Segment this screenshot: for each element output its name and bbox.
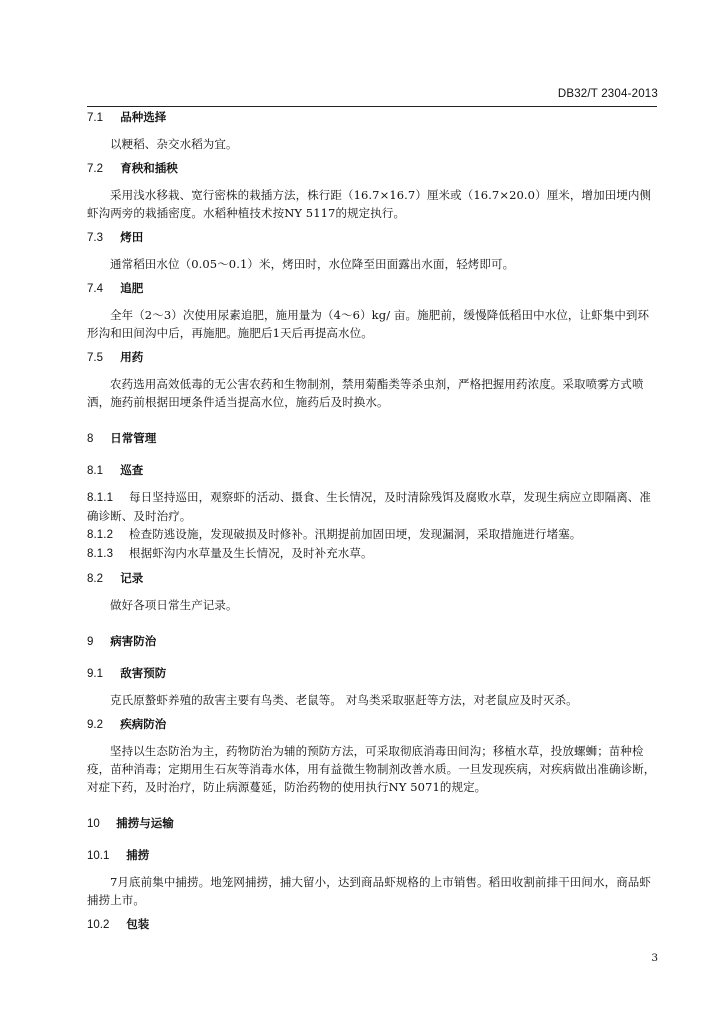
chapter-8-heading [87,431,657,448]
section-7-1-text: 以粳稻、杂交水稻为宜。 [110,137,238,151]
item-8-1-3 [87,544,657,563]
section-number: 10.1 [87,850,110,862]
section-title: 疾病防治 [120,719,167,731]
item-8-1-2 [87,525,657,544]
section-8-2-heading [87,571,657,588]
section-title: 敌害预防 [120,668,167,680]
section-10-1-heading [87,848,657,865]
item-number: 8.1.3 [87,548,114,560]
item-number: 8.1.1 [87,492,114,504]
section-number: 7.1 [87,112,103,124]
section-7-2-text: 采用浅水移栽、宽行密株的栽插方法，株行距（16.7×16.7）厘米或（16.7×20.0）厘米，增加田埂内侧虾沟两旁的栽插密度。水稻种植技术按NY 5117的规定执行。 [87,188,652,220]
section-7-3-heading [87,230,657,247]
section-9-1-heading [87,666,657,683]
section-number: 7.5 [87,352,103,364]
section-title: 品种选择 [120,112,167,124]
section-7-2-heading [87,161,657,178]
section-7-5-heading [87,350,657,367]
section-7-1-heading [87,110,657,127]
item-text: 根据虾沟内水草量及生长情况，及时补充水草。 [129,546,373,560]
section-title: 捕捞 [126,850,150,862]
section-number: 9 [87,636,94,648]
section-9-2-heading [87,717,657,734]
section-title: 育秧和插秧 [120,163,178,175]
section-number: 7.4 [87,283,103,295]
section-number: 8 [87,433,94,445]
page-number: 3 [651,952,658,964]
item-text: 每日坚持巡田，观察虾的活动、摄食、生长情况，及时清除残饵及腐败水草，发现生病应立即隔离、准确诊断、及时治疗。 [87,490,651,523]
section-title: 巡查 [120,465,144,477]
standard-code: DB32/T 2304-2013 [557,88,658,100]
section-number: 10 [87,818,100,830]
section-number: 7.3 [87,232,103,244]
section-title: 追肥 [120,283,144,295]
section-7-3-text: 通常稻田水位（0.05～0.1）米，烤田时，水位降至田面露出水面，轻烤即可。 [110,257,515,271]
section-number: 9.1 [87,668,103,680]
section-number: 8.2 [87,573,103,585]
section-number: 10.2 [87,919,110,931]
chapter-9-heading [87,634,657,651]
section-title: 病害防治 [110,636,157,648]
section-7-5-text: 农药选用高效低毒的无公害农药和生物制剂，禁用菊酯类等杀虫剂，严格把握用药浓度。采取喷雾方式喷洒，施药前根据田埂条件适当提高水位，施药后及时换水。 [87,377,644,409]
section-title: 用药 [120,352,144,364]
item-8-1-1 [87,488,657,525]
section-title: 包装 [126,919,150,931]
section-8-2-text: 做好各项日常生产记录。 [110,598,238,612]
item-text: 检查防逃设施，发现破损及时修补。汛期提前加固田埂，发现漏洞，采取措施进行堵塞。 [129,527,582,541]
section-number: 7.2 [87,163,103,175]
chapter-10-heading [87,816,657,833]
section-title: 记录 [120,573,144,585]
section-7-4-text: 全年（2～3）次使用尿素追肥，施用量为（4～6）kg/ 亩。施肥前，缓慢降低稻田中水位，让虾集中到环形沟和田间沟中后，再施肥。施肥后1天后再提高水位。 [87,308,650,340]
header-divider [87,106,657,107]
section-9-2-text: 坚持以生态防治为主，药物防治为辅的预防方法，可采取彻底消毒田间沟；移植水草，投放螺蛳；苗种检疫，苗种消毒；定期用生石灰等消毒水体，用有益微生物制剂改善水质。一旦发现疾病，对疾病做出准确诊断，对症下药，及时治疗，防止病源蔓延，防治药物的使用执行NY 5071的规定。 [87,744,656,794]
section-10-1-text: 7月底前集中捕捞。地笼网捕捞，捕大留小，达到商品虾规格的上市销售。稻田收割前排干田间水，商品虾捕捞上市。 [87,875,652,907]
section-number: 9.2 [87,719,103,731]
document-body [87,110,657,934]
section-10-2-heading [87,917,657,934]
section-title: 烤田 [120,232,144,244]
section-title: 日常管理 [110,433,157,445]
section-9-1-text: 克氏原螯虾养殖的敌害主要有鸟类、老鼠等。 对鸟类采取驱赶等方法，对老鼠应及时灭杀。 [110,693,578,707]
section-7-4-heading [87,281,657,298]
section-8-1-heading [87,463,657,480]
section-title: 捕捞与运输 [116,818,174,830]
item-number: 8.1.2 [87,529,114,541]
section-number: 8.1 [87,465,103,477]
